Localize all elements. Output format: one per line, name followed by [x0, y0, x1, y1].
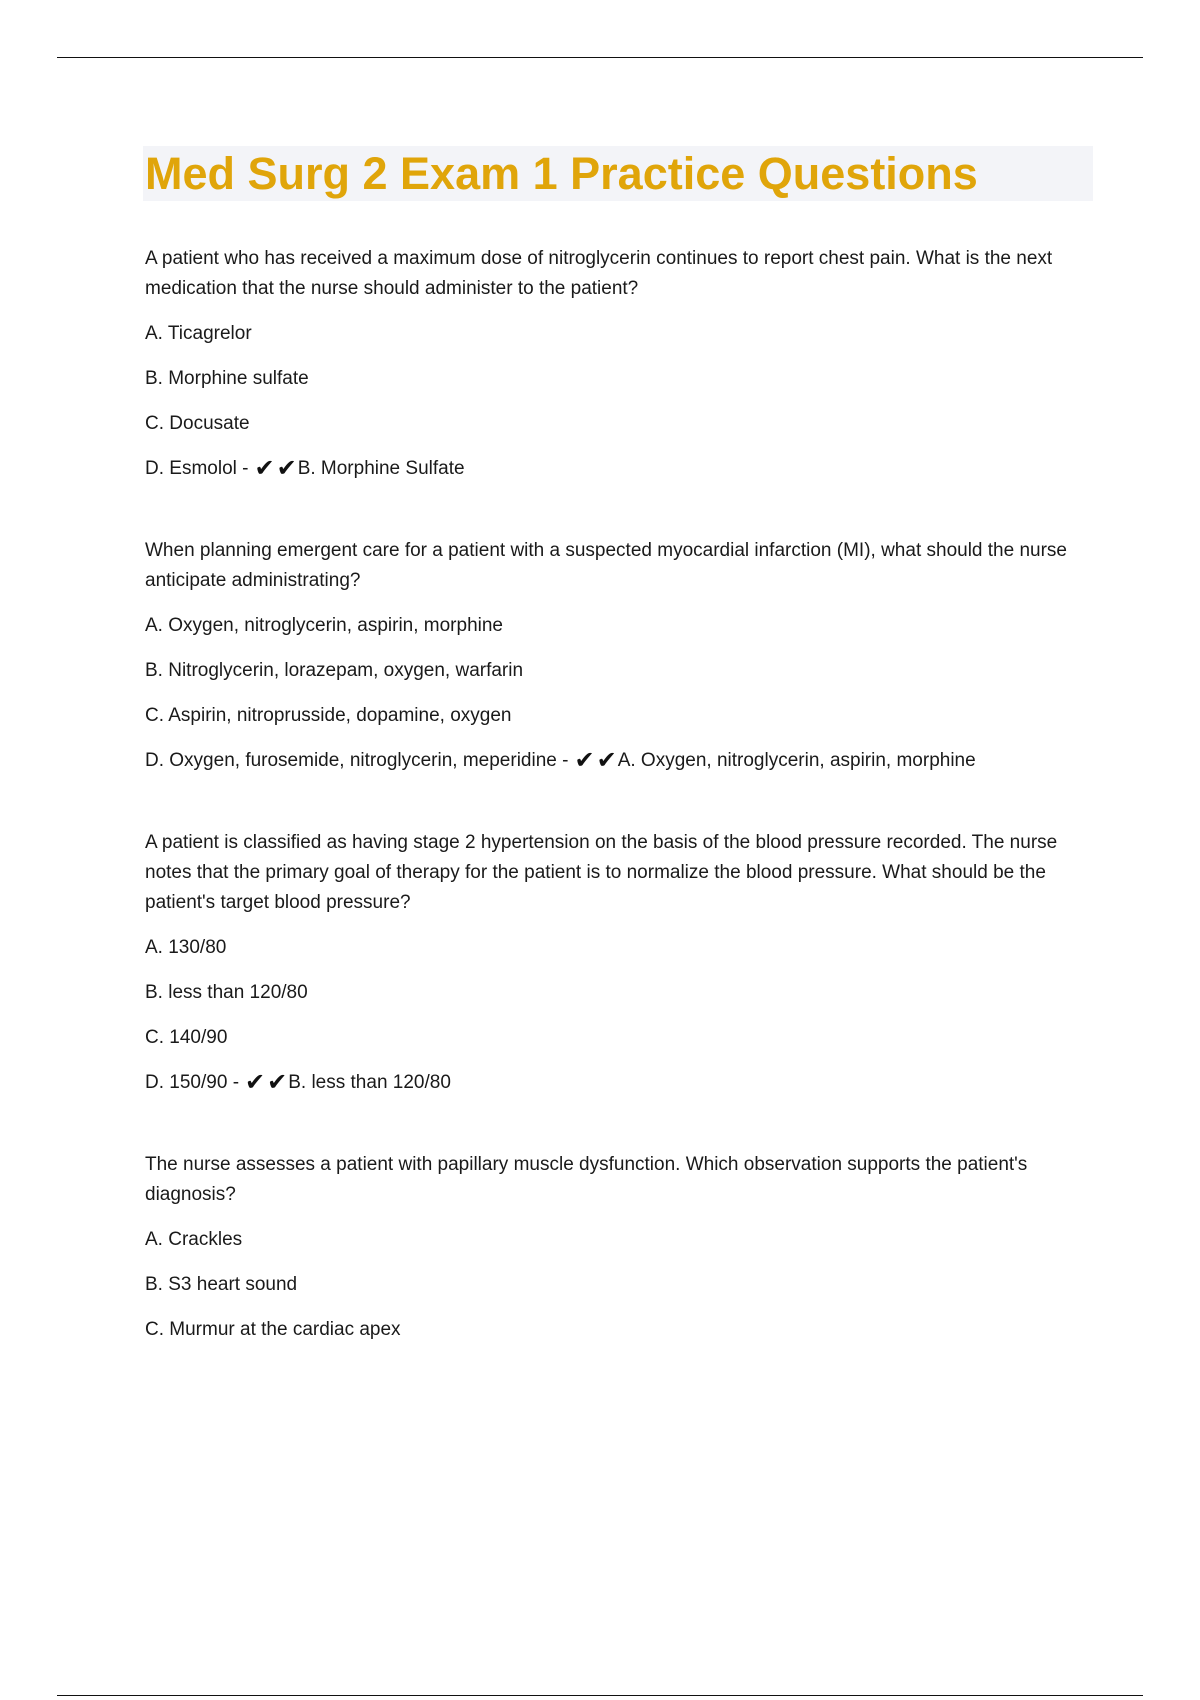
option-text: A. Oxygen, nitroglycerin, aspirin, morphine	[145, 615, 503, 636]
option-text: D. Oxygen, furosemide, nitroglycerin, meperidine	[145, 750, 557, 771]
option-text: B. less than 120/80	[145, 982, 308, 1003]
check-icon: ✔	[276, 455, 297, 482]
option-text: D. 150/90	[145, 1072, 228, 1093]
check-icon: ✔	[267, 1069, 288, 1096]
answer-option	[145, 978, 1095, 1008]
correct-answer: B. Morphine Sulfate	[297, 458, 465, 479]
option-text: C. Murmur at the cardiac apex	[145, 1319, 401, 1340]
answer-option	[145, 656, 1095, 686]
option-text: D. Esmolol	[145, 458, 237, 479]
top-rule	[57, 57, 1143, 58]
answer-line	[145, 454, 1095, 484]
answer-option	[145, 319, 1095, 349]
option-text: B. Morphine sulfate	[145, 368, 309, 389]
option-text: A. Crackles	[145, 1229, 243, 1250]
question-stem: When planning emergent care for a patient with a suspected myocardial infarction (MI), what should the nurse anticipate administrating?	[145, 540, 1067, 591]
check-icon: ✔	[596, 747, 617, 774]
answer-option	[145, 611, 1095, 641]
option-text: C. Docusate	[145, 413, 250, 434]
answer-option	[145, 933, 1095, 963]
option-text: A. Ticagrelor	[145, 323, 252, 344]
answer-option	[145, 1225, 1095, 1255]
option-text: B. Nitroglycerin, lorazepam, oxygen, warfarin	[145, 660, 524, 681]
question-stem: The nurse assesses a patient with papillary muscle dysfunction. Which observation supports the patient's diagnosis?	[145, 1154, 1028, 1205]
option-text: A. 130/80	[145, 937, 227, 958]
bottom-rule	[57, 1695, 1143, 1696]
question-block	[145, 244, 1095, 484]
correct-answer: B. less than 120/80	[288, 1072, 451, 1093]
answer-option	[145, 409, 1095, 439]
answer-line	[145, 1068, 1095, 1098]
question-stem: A patient is classified as having stage 2 hypertension on the basis of the blood pressure recorded. The nurse notes that the primary goal of therapy for the patient is to normalize the blood pressure. What should be the patient's target blood pressure?	[145, 832, 1058, 913]
question-block	[145, 536, 1095, 776]
answer-separator: -	[562, 750, 569, 771]
check-icon: ✔	[254, 455, 275, 482]
answer-option	[145, 1315, 1095, 1345]
correct-answer: A. Oxygen, nitroglycerin, aspirin, morphine	[617, 750, 976, 771]
option-text: B. S3 heart sound	[145, 1274, 298, 1295]
question-block	[145, 1150, 1095, 1345]
check-icon: ✔	[245, 1069, 266, 1096]
option-text: C. 140/90	[145, 1027, 228, 1048]
page-title: Med Surg 2 Exam 1 Practice Questions	[145, 148, 978, 199]
answer-option	[145, 701, 1095, 731]
answer-separator: -	[242, 458, 249, 479]
answer-option	[145, 1270, 1095, 1300]
check-icon: ✔	[574, 747, 595, 774]
answer-option	[145, 364, 1095, 394]
question-stem: A patient who has received a maximum dose of nitroglycerin continues to report chest pain. What is the next medication that the nurse should administer to the patient?	[145, 248, 1053, 299]
answer-line	[145, 746, 1095, 776]
answer-option	[145, 1023, 1095, 1053]
answer-separator: -	[232, 1072, 240, 1093]
question-block	[145, 828, 1095, 1098]
question-list	[145, 244, 1095, 1397]
option-text: C. Aspirin, nitroprusside, dopamine, oxygen	[145, 705, 512, 726]
